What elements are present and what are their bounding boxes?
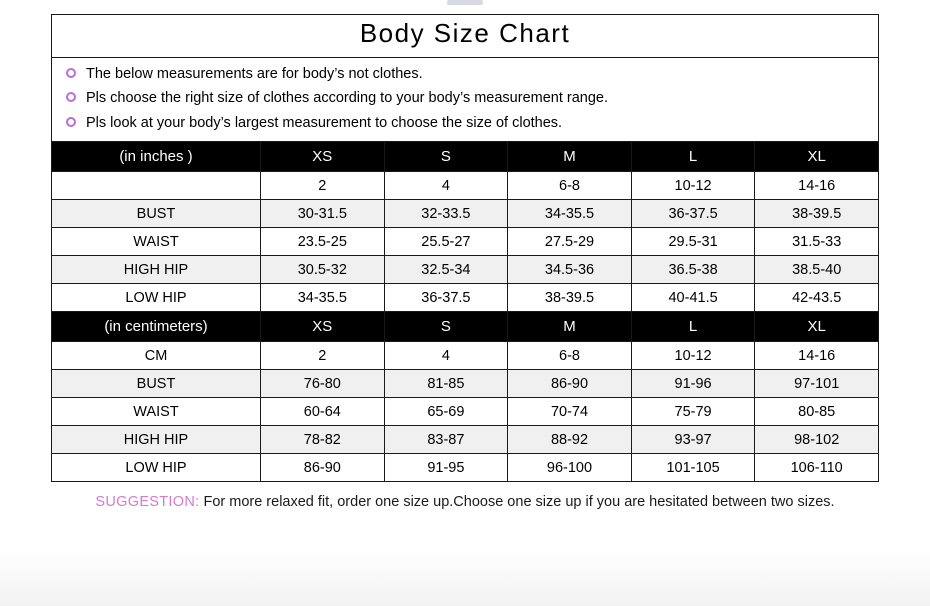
cell-xl: 97-101 bbox=[755, 370, 879, 398]
cell-s: 91-95 bbox=[384, 454, 508, 482]
cell-xl: 98-102 bbox=[755, 426, 879, 454]
header-cell-s: S bbox=[384, 312, 508, 342]
cell-s: 32.5-34 bbox=[384, 256, 508, 284]
suggestion-text: For more relaxed fit, order one size up.Choose one size up if you are hesitated between two sizes. bbox=[203, 494, 835, 510]
cell-xl: 42-43.5 bbox=[755, 284, 879, 312]
note-item bbox=[52, 86, 878, 110]
cell-xs: 76-80 bbox=[261, 370, 385, 398]
table-row bbox=[52, 426, 879, 454]
header-cell-l: L bbox=[631, 312, 755, 342]
row-label: WAIST bbox=[52, 228, 261, 256]
top-decoration bbox=[447, 0, 483, 5]
row-label: WAIST bbox=[52, 398, 261, 426]
cell-m: 27.5-29 bbox=[508, 228, 632, 256]
page-title: Body Size Chart bbox=[51, 14, 879, 57]
note-text: The below measurements are for body’s not clothes. bbox=[86, 65, 423, 82]
cell-s: 36-37.5 bbox=[384, 284, 508, 312]
row-label: BUST bbox=[52, 370, 261, 398]
cell-m: 34-35.5 bbox=[508, 200, 632, 228]
table-row bbox=[52, 398, 879, 426]
row-label: LOW HIP bbox=[52, 284, 261, 312]
note-item bbox=[52, 111, 878, 135]
cell-m: 70-74 bbox=[508, 398, 632, 426]
cell-xl: 80-85 bbox=[755, 398, 879, 426]
table-row bbox=[52, 454, 879, 482]
cell-xs: 78-82 bbox=[261, 426, 385, 454]
cell-xs: 86-90 bbox=[261, 454, 385, 482]
row-label: LOW HIP bbox=[52, 454, 261, 482]
chart-container bbox=[51, 14, 879, 482]
cell-l: 36-37.5 bbox=[631, 200, 755, 228]
note-item bbox=[52, 62, 878, 86]
cell-l: 10-12 bbox=[631, 342, 755, 370]
table-row bbox=[52, 172, 879, 200]
cell-xs: 30-31.5 bbox=[261, 200, 385, 228]
table-row bbox=[52, 370, 879, 398]
cell-s: 4 bbox=[384, 172, 508, 200]
cell-s: 4 bbox=[384, 342, 508, 370]
cell-s: 32-33.5 bbox=[384, 200, 508, 228]
header-cell-unit: (in inches ) bbox=[52, 142, 261, 172]
cell-l: 36.5-38 bbox=[631, 256, 755, 284]
row-label: CM bbox=[52, 342, 261, 370]
row-label: BUST bbox=[52, 200, 261, 228]
cell-l: 75-79 bbox=[631, 398, 755, 426]
header-cell-xl: XL bbox=[755, 142, 879, 172]
cell-xl: 31.5-33 bbox=[755, 228, 879, 256]
bullet-icon bbox=[66, 68, 76, 78]
header-cell-m: M bbox=[508, 142, 632, 172]
table-row bbox=[52, 200, 879, 228]
cell-m: 6-8 bbox=[508, 342, 632, 370]
cell-xs: 2 bbox=[261, 172, 385, 200]
cell-m: 86-90 bbox=[508, 370, 632, 398]
suggestion-line bbox=[0, 494, 930, 510]
notes-list bbox=[51, 57, 879, 141]
cell-l: 10-12 bbox=[631, 172, 755, 200]
cell-s: 83-87 bbox=[384, 426, 508, 454]
note-text: Pls look at your body’s largest measurement to choose the size of clothes. bbox=[86, 114, 563, 131]
cell-xl: 38.5-40 bbox=[755, 256, 879, 284]
cell-l: 93-97 bbox=[631, 426, 755, 454]
cell-m: 88-92 bbox=[508, 426, 632, 454]
cell-xs: 30.5-32 bbox=[261, 256, 385, 284]
suggestion-label: SUGGESTION: bbox=[95, 494, 200, 510]
table-row bbox=[52, 342, 879, 370]
cell-xs: 34-35.5 bbox=[261, 284, 385, 312]
table-row bbox=[52, 228, 879, 256]
cell-l: 40-41.5 bbox=[631, 284, 755, 312]
header-cell-l: L bbox=[631, 142, 755, 172]
cell-l: 91-96 bbox=[631, 370, 755, 398]
bullet-icon bbox=[66, 92, 76, 102]
header-cell-xs: XS bbox=[261, 312, 385, 342]
cell-m: 6-8 bbox=[508, 172, 632, 200]
cell-s: 25.5-27 bbox=[384, 228, 508, 256]
header-cell-s: S bbox=[384, 142, 508, 172]
cell-m: 34.5-36 bbox=[508, 256, 632, 284]
cell-xs: 23.5-25 bbox=[261, 228, 385, 256]
header-cell-xs: XS bbox=[261, 142, 385, 172]
header-cell-xl: XL bbox=[755, 312, 879, 342]
table-row bbox=[52, 284, 879, 312]
table-row bbox=[52, 256, 879, 284]
cell-s: 81-85 bbox=[384, 370, 508, 398]
size-table bbox=[51, 141, 879, 482]
cell-xl: 14-16 bbox=[755, 172, 879, 200]
cell-xs: 2 bbox=[261, 342, 385, 370]
row-label bbox=[52, 172, 261, 200]
cell-xs: 60-64 bbox=[261, 398, 385, 426]
note-text: Pls choose the right size of clothes according to your body’s measurement range. bbox=[86, 90, 609, 107]
table-header-inches bbox=[52, 142, 879, 172]
cell-xl: 14-16 bbox=[755, 342, 879, 370]
cell-xl: 38-39.5 bbox=[755, 200, 879, 228]
cell-m: 96-100 bbox=[508, 454, 632, 482]
cell-l: 101-105 bbox=[631, 454, 755, 482]
bottom-gradient bbox=[0, 548, 930, 606]
cell-m: 38-39.5 bbox=[508, 284, 632, 312]
cell-s: 65-69 bbox=[384, 398, 508, 426]
cell-xl: 106-110 bbox=[755, 454, 879, 482]
cell-l: 29.5-31 bbox=[631, 228, 755, 256]
header-cell-m: M bbox=[508, 312, 632, 342]
row-label: HIGH HIP bbox=[52, 256, 261, 284]
row-label: HIGH HIP bbox=[52, 426, 261, 454]
header-cell-unit: (in centimeters) bbox=[52, 312, 261, 342]
bullet-icon bbox=[66, 117, 76, 127]
table-header-centimeters bbox=[52, 312, 879, 342]
